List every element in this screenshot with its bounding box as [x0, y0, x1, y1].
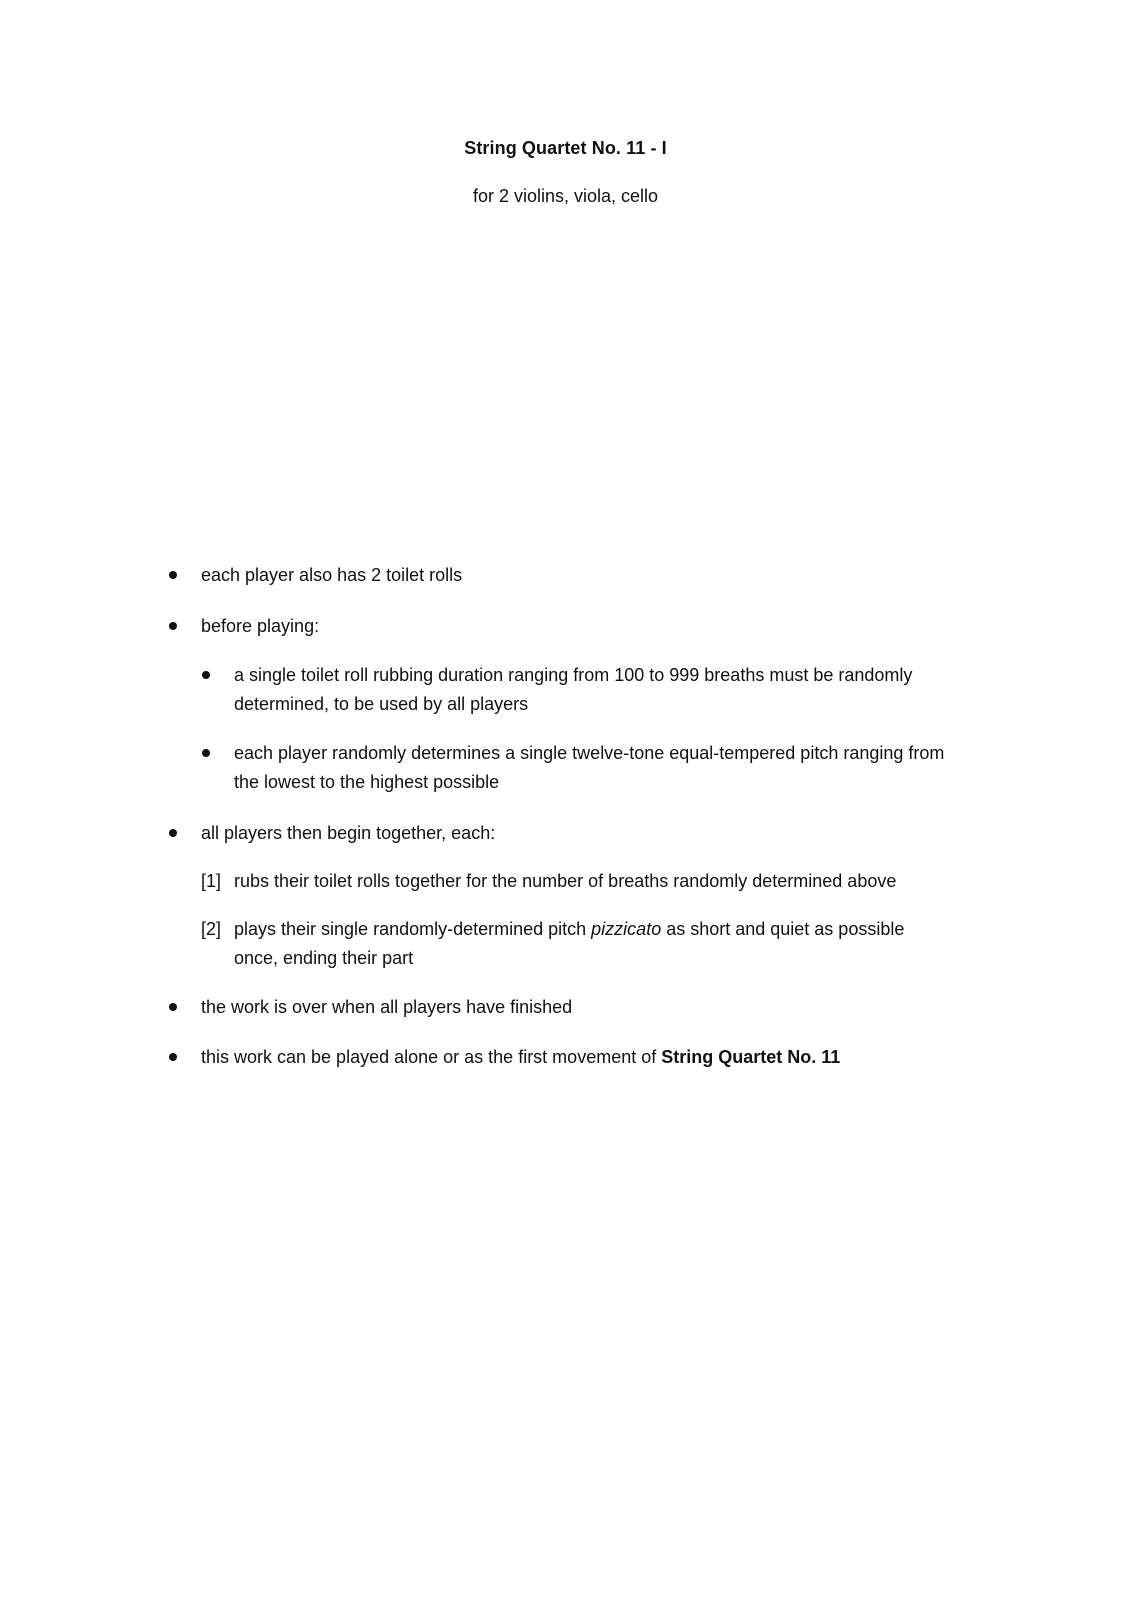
sub-list-item: each player randomly determines a single twelve-tone equal-tempered pitch ranging from the lowest to the highest possible — [234, 743, 945, 792]
list-item — [201, 1043, 840, 1072]
list-item-text: this work can be played alone or as the first movement of — [201, 1047, 662, 1067]
document-title: String Quartet No. 11 - I — [464, 138, 667, 158]
bullet-icon — [169, 829, 177, 837]
bullet-icon — [202, 749, 210, 757]
work-title-reference: String Quartet No. 11 — [661, 1047, 841, 1067]
list-item: each player also has 2 toilet rolls — [201, 565, 463, 585]
bullet-icon — [169, 571, 177, 579]
list-item: all players then begin together, each: — [201, 823, 496, 843]
document-subtitle: for 2 violins, viola, cello — [472, 186, 659, 206]
step-text — [234, 915, 949, 973]
bullet-icon — [169, 622, 177, 630]
step-marker: [2] — [201, 919, 222, 939]
bullet-icon — [202, 671, 210, 679]
bullet-icon — [169, 1053, 177, 1061]
bullet-icon — [169, 1003, 177, 1011]
pizzicato-term: pizzicato — [591, 919, 662, 939]
list-item: the work is over when all players have finished — [201, 997, 573, 1017]
step-text: rubs their toilet rolls together for the number of breaths randomly determined above — [234, 871, 897, 891]
sub-list-item: a single toilet roll rubbing duration ranging from 100 to 999 breaths must be randomly determined, to be used by all players — [234, 665, 913, 714]
step-text-part: plays their single randomly-determined pitch — [234, 919, 592, 939]
list-item: before playing: — [201, 616, 320, 636]
step-marker: [1] — [201, 871, 222, 891]
step-text-part: as short and quiet as possible once, ending their part — [234, 919, 905, 968]
